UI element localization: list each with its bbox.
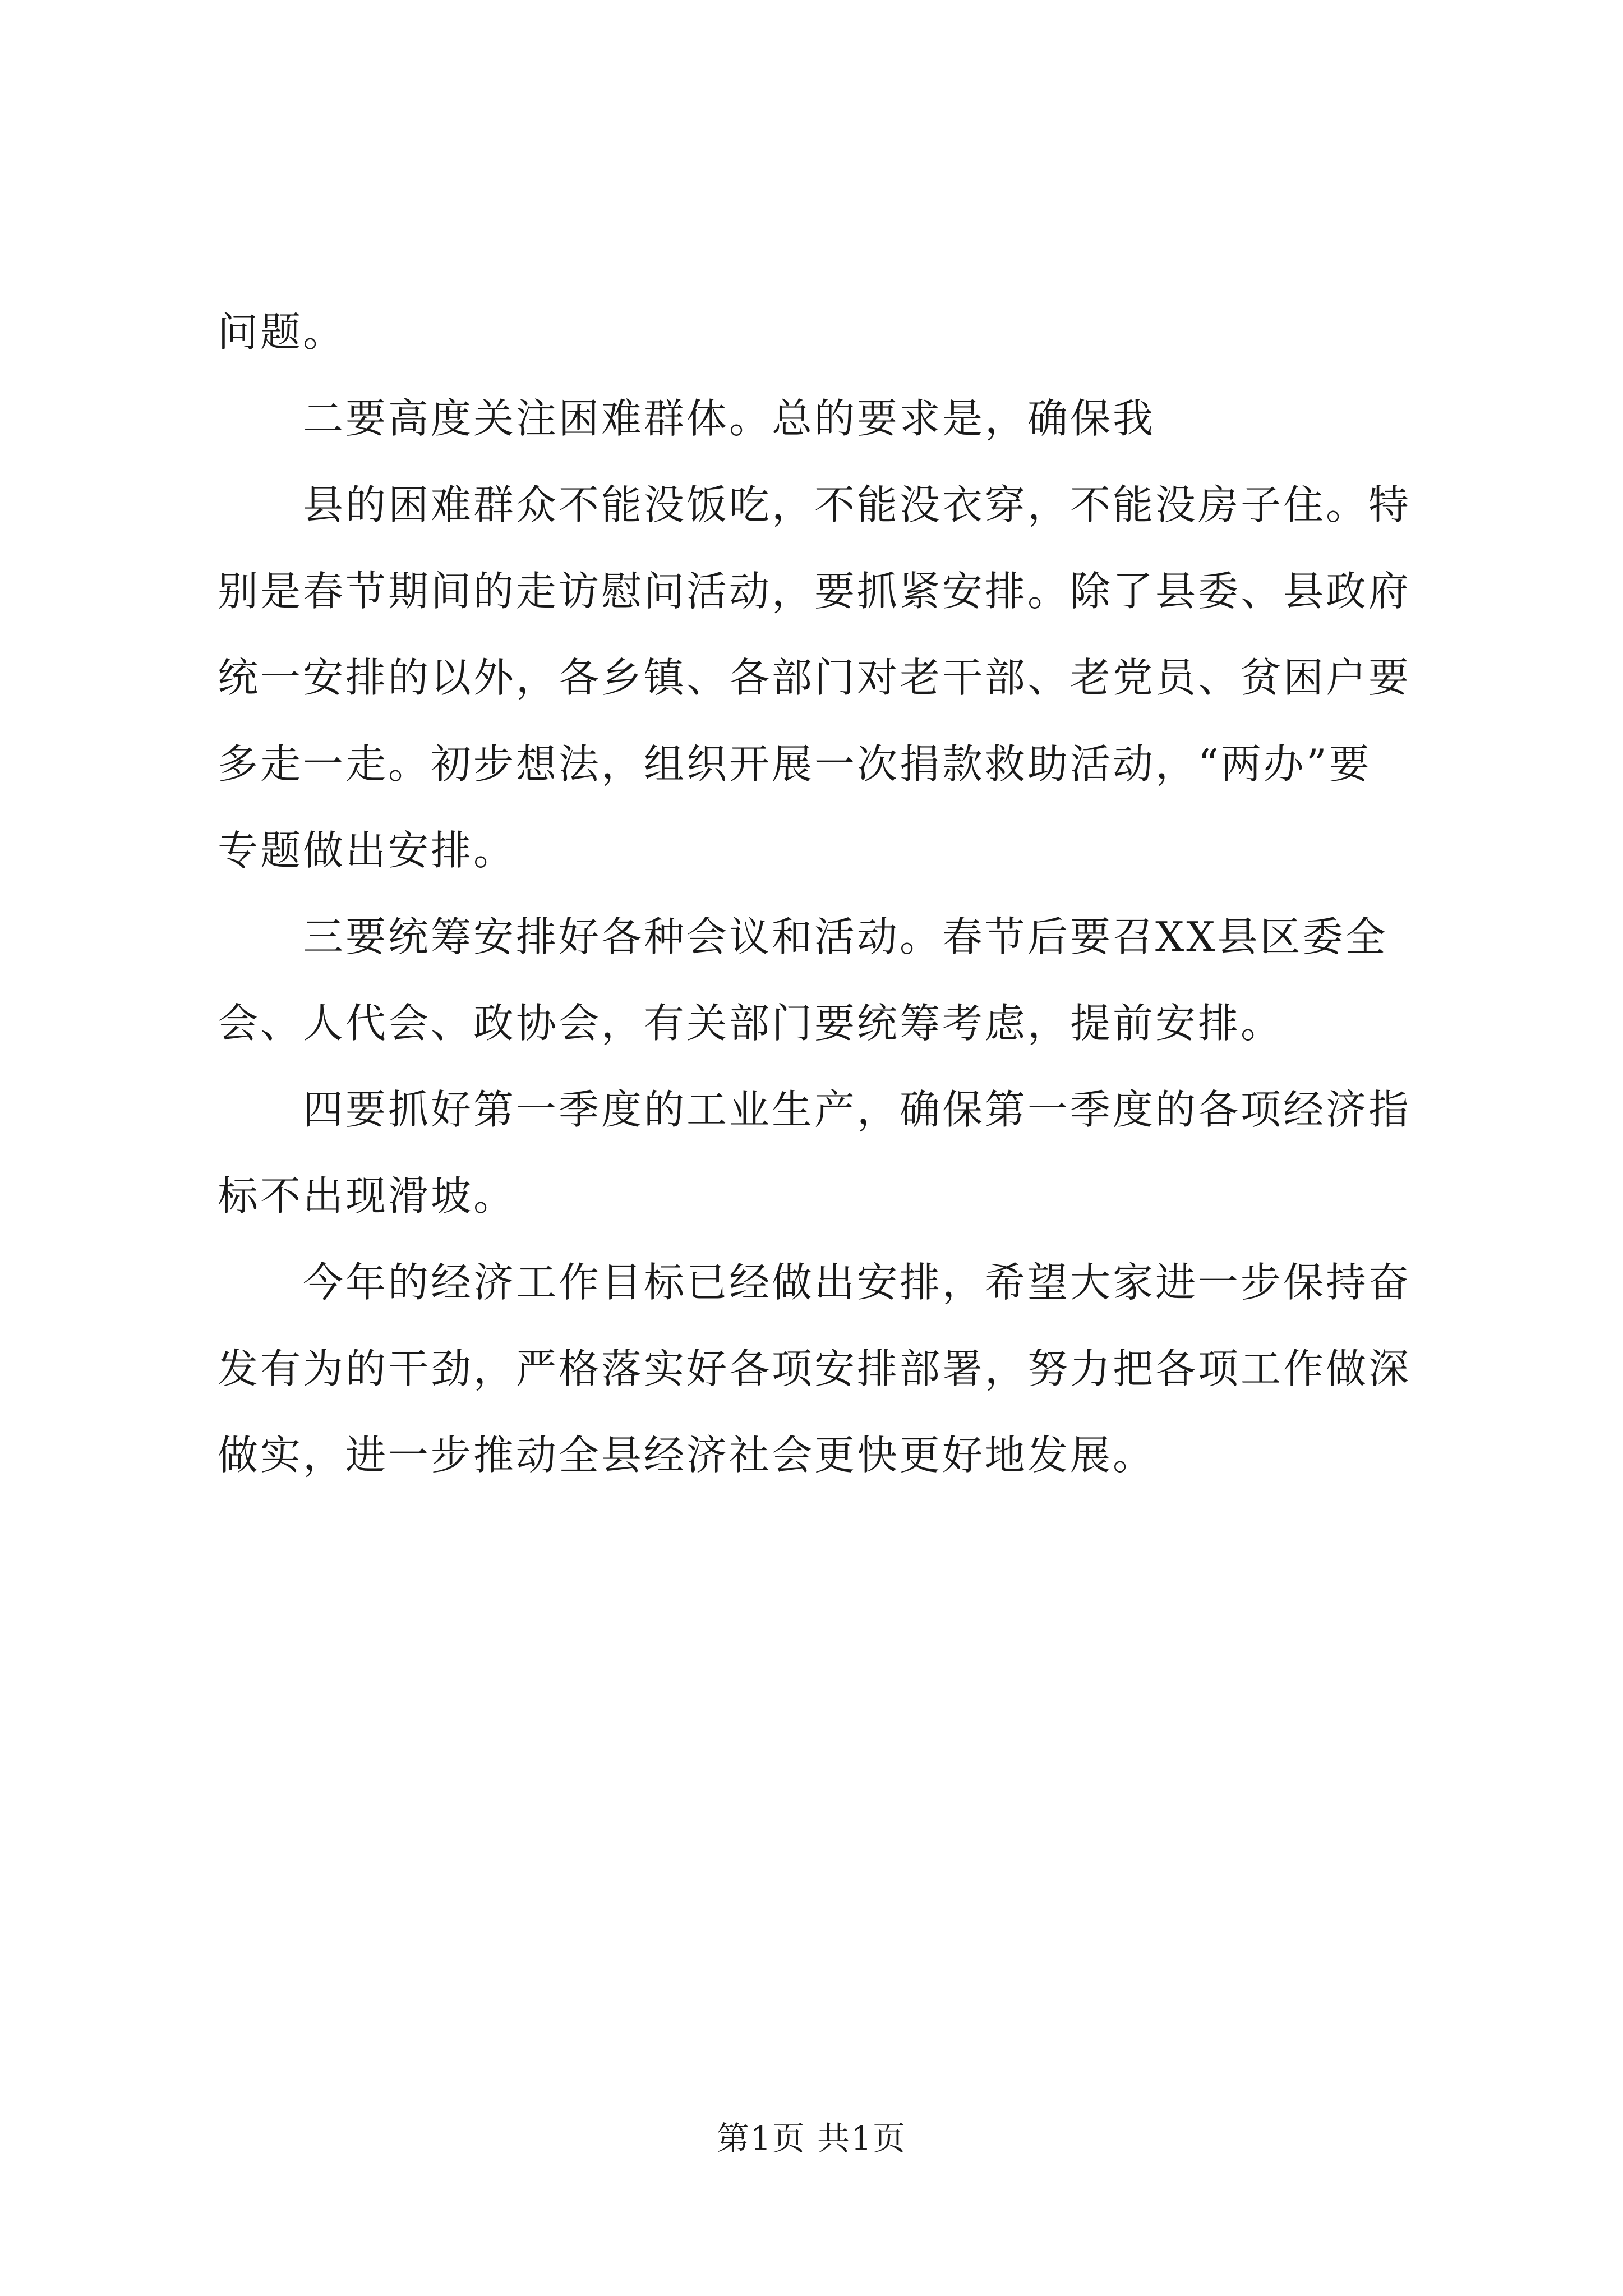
document-body	[218, 289, 1431, 1498]
text-line: 二要高度关注困难群体。总的要求是，确保我	[303, 395, 1156, 442]
text-line: 多走一走。初步想法，组织开展一次捐款救助活动，“两办”要	[218, 740, 1372, 788]
text-line: 会、人代会、政协会，有关部门要统筹考虑，提前安排。	[218, 1000, 1284, 1047]
page-footer	[0, 2116, 1623, 2161]
text-line: 专题做出安排。	[218, 827, 517, 874]
text-line: 问题。	[218, 309, 346, 356]
text-line: 发有为的干劲，严格落实好各项安排部署，努力把各项工作做深	[218, 1345, 1412, 1392]
text-line: 四要抓好第一季度的工业生产，确保第一季度的各项经济指	[303, 1086, 1412, 1133]
text-line: 别是春节期间的走访慰问活动，要抓紧安排。除了县委、县政府	[218, 568, 1412, 615]
text-line: 统一安排的以外，各乡镇、各部门对老干部、老党员、贫困户要	[218, 654, 1412, 701]
text-line: 三要统筹安排好各种会议和活动。春节后要召XX县区委全	[303, 913, 1388, 960]
text-line: 县的困难群众不能没饭吃，不能没衣穿，不能没房子住。特	[303, 481, 1412, 528]
text-line: 标不出现滑坡。	[218, 1172, 517, 1220]
page-number: 第1页 共1页	[716, 2119, 907, 2157]
text-line: 做实，进一步推动全县经济社会更快更好地发展。	[218, 1432, 1156, 1479]
text-line: 今年的经济工作目标已经做出安排，希望大家进一步保持奋	[303, 1259, 1412, 1306]
